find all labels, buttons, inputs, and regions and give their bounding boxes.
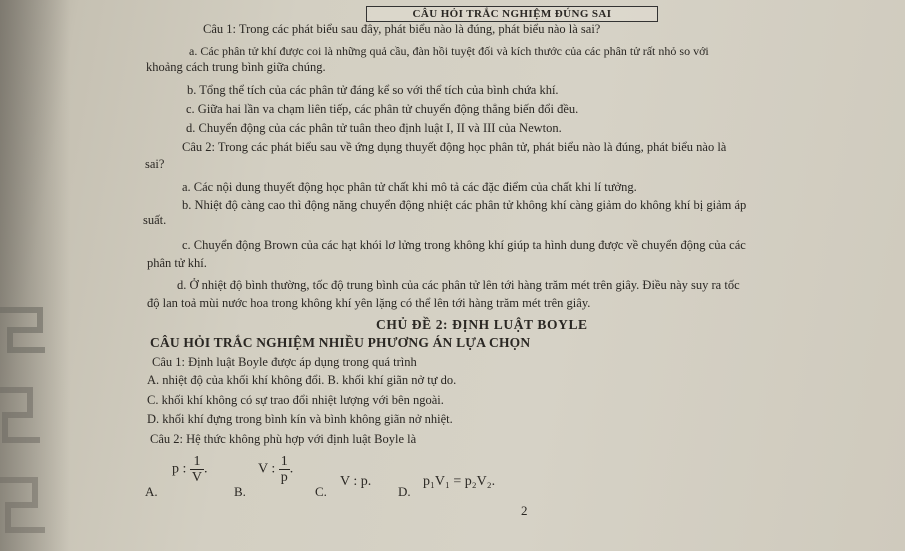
q2-option-b-line1: b. Nhiệt độ càng cao thì động năng chuyển động nhiệt các phân tử không khí càng giảm do không khí bị giảm áp — [182, 198, 747, 212]
q2-option-a: a. Các nội dung thuyết động học phân tử chất khi mô tả các đặc điểm của chất khi lí tưởng. — [182, 180, 637, 194]
multiple-choice-title: CÂU HỎI TRẮC NGHIỆM NHIỀU PHƯƠNG ÁN LỰA CHỌN — [150, 335, 531, 350]
fraction — [190, 454, 204, 485]
mc-question-2: Câu 2: Hệ thức không phù hợp với định luật Boyle là — [150, 432, 417, 446]
question-1: Câu 1: Trong các phát biểu sau đây, phát biểu nào là đúng, phát biểu nào là sai? — [203, 22, 601, 36]
mc-q2-option-a-letter: A. — [145, 484, 158, 499]
mc-q2-option-b-formula: V : $\frac{1}{p}$ . — [258, 454, 294, 485]
mc-q2-option-b-letter: B. — [234, 484, 246, 499]
q1-option-d: d. Chuyển động của các phân tử tuân theo định luật I, II và III của Newton. — [186, 121, 562, 135]
q2-option-d-line1: d. Ở nhiệt độ bình thường, tốc độ trung bình của các phân tử lên tới hàng trăm mét trên giây. Điều này suy ra tốc — [177, 278, 740, 292]
mc-q2-option-a-formula: p : $\frac{1}{V}$ . — [172, 454, 208, 485]
section-header-box: CÂU HỎI TRẮC NGHIỆM ĐÚNG SAI — [366, 6, 658, 22]
formula-variable: p : — [172, 461, 187, 477]
fraction-numerator: 1 — [280, 454, 288, 469]
mc-q2-option-d-letter: D. — [398, 484, 411, 499]
mc-q1-option-c: C. khối khí không có sự trao đổi nhiệt lượng với bên ngoài. — [147, 393, 444, 407]
question-2-line2: sai? — [145, 157, 165, 171]
mc-q1-options-ab: A. nhiệt độ của khối khí không đổi. B. khối khí giãn nở tự do. — [147, 373, 457, 387]
mc-q2-option-c-letter: C. — [315, 484, 327, 499]
mc-q2-option-d-formula: p₁V₁ = p₂V₂. — [423, 474, 496, 489]
q2-option-c-line1: c. Chuyển động Brown của các hạt khói lơ lửng trong không khí giúp ta hình dung được về chuyển động của các — [182, 238, 746, 252]
q2-option-d-line2: độ lan toả mùi nước hoa trong không khí yên lặng có thể lên tới hàng trăm mét trên giây. — [147, 296, 591, 310]
mc-q2-option-c-formula: V : p. — [340, 474, 372, 489]
fraction — [279, 454, 290, 485]
mc-question-1: Câu 1: Định luật Boyle được áp dụng trong quá trình — [152, 355, 417, 369]
mc-q1-option-d: D. khối khí đựng trong bình kín và bình không giãn nở nhiệt. — [147, 412, 453, 426]
q1-option-b: b. Tổng thể tích của các phân tử đáng kể so với thể tích của bình chứa khí. — [187, 83, 559, 97]
topic-title: CHỦ ĐỀ 2: ĐỊNH LUẬT BOYLE — [376, 317, 588, 332]
fraction-denominator: p — [280, 470, 288, 485]
q2-option-c-line2: phân tử khí. — [147, 256, 207, 270]
formula-variable: V : — [258, 461, 276, 477]
page-number: 2 — [521, 503, 528, 518]
q1-option-a-line1: a. Các phân tử khí được coi là những quả cầu, đàn hồi tuyệt đối và kích thước của các phân tử rất nhỏ so với — [189, 44, 709, 58]
q1-option-c: c. Giữa hai lần va chạm liên tiếp, các phân tử chuyển động thẳng biến đổi đều. — [186, 102, 579, 116]
q1-option-a-line2: khoảng cách trung bình giữa chúng. — [146, 60, 326, 74]
background-pattern — [0, 300, 70, 550]
question-2-line1: Câu 2: Trong các phát biểu sau về ứng dụng thuyết động học phân tử, phát biểu nào là đúng, phát biểu nào là — [182, 140, 727, 154]
fraction-denominator: V — [191, 470, 203, 485]
fraction-numerator: 1 — [190, 454, 204, 470]
q2-option-b-line2: suất. — [143, 213, 167, 227]
